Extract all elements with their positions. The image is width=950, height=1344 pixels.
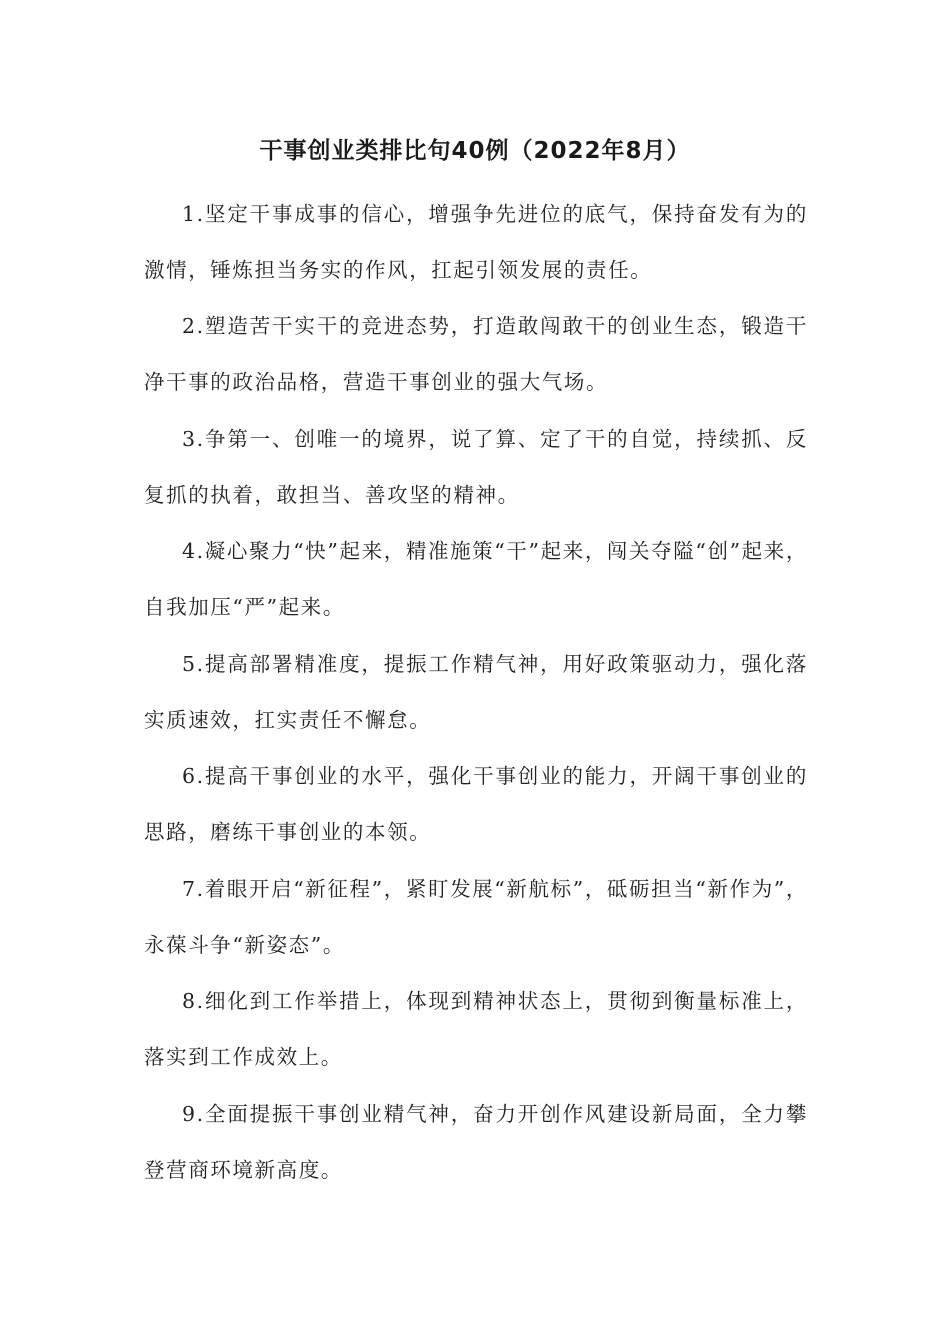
paragraph-9: 9.全面提振干事创业精气神，奋力开创作风建设新局面，全力攀登营商环境新高度。 xyxy=(144,1102,808,1182)
paragraph-2: 2.塑造苦干实干的竞进态势，打造敢闯敢干的创业生态，锻造干净干事的政治品格，营造干事创业的强大气场。 xyxy=(144,314,808,394)
document-title: 干事创业类排比句40例（2022年8月） xyxy=(259,138,691,164)
paragraph-3: 3.争第一、创唯一的境界，说了算、定了干的自觉，持续抓、反复抓的执着，敢担当、善攻坚的精神。 xyxy=(144,427,808,507)
paragraph-1: 1.坚定干事成事的信心，增强争先进位的底气，保持奋发有为的激情，锤炼担当务实的作风，扛起引领发展的责任。 xyxy=(144,202,808,282)
paragraph-7: 7.着眼开启“新征程”，紧盯发展“新航标”，砥砺担当“新作为”，永葆斗争“新姿态”。 xyxy=(144,877,808,957)
paragraph-6: 6.提高干事创业的水平，强化干事创业的能力，开阔干事创业的思路，磨练干事创业的本领。 xyxy=(144,764,808,844)
paragraph-8: 8.细化到工作举措上，体现到精神状态上，贯彻到衡量标准上，落实到工作成效上。 xyxy=(144,989,808,1069)
paragraph-4: 4.凝心聚力“快”起来，精准施策“干”起来，闯关夺隘“创”起来，自我加压“严”起来。 xyxy=(144,539,808,619)
paragraph-5: 5.提高部署精准度，提振工作精气神，用好政策驱动力，强化落实质速效，扛实责任不懈怠。 xyxy=(144,652,808,732)
